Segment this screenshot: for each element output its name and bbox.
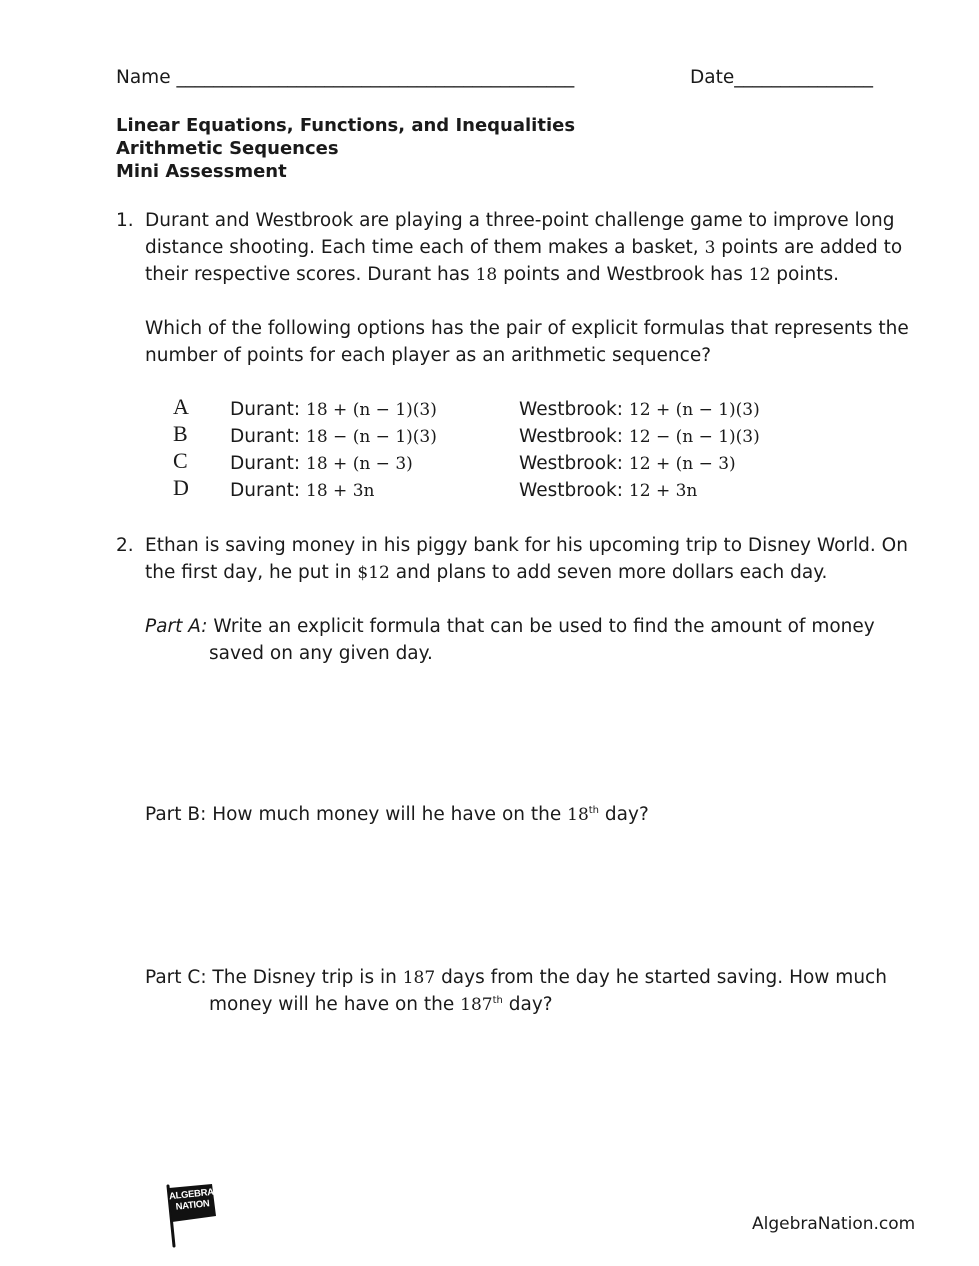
westbrook-formula: 12 − (n − 1)(3) bbox=[628, 427, 760, 447]
q1-text-line1: Durant and Westbrook are playing a three-point challenge game to improve long bbox=[145, 210, 895, 231]
durant-formula: 18 − (n − 1)(3) bbox=[306, 427, 437, 447]
part-a-answer-space[interactable] bbox=[145, 675, 905, 785]
name-blank[interactable]: ___________________________________________ bbox=[176, 67, 575, 88]
option-durant bbox=[230, 396, 437, 424]
option-d[interactable] bbox=[0, 475, 979, 502]
option-westbrook bbox=[519, 396, 760, 424]
q2-number: 2. bbox=[116, 535, 134, 556]
durant-label: Durant: bbox=[230, 453, 301, 474]
logo-line2: NATION bbox=[175, 1198, 211, 1213]
part-b-text-a: Part B: How much money will he have on the bbox=[145, 804, 562, 825]
westbrook-formula: 12 + (n − 3) bbox=[628, 454, 736, 474]
q1-number: 1. bbox=[116, 210, 134, 231]
part-a-line1: Write an explicit formula that can be used to find the amount of money bbox=[213, 616, 875, 637]
q2-initial-amount: $12 bbox=[357, 563, 390, 583]
q1-durant-points: 18 bbox=[475, 265, 498, 285]
part-c-line2-b: day? bbox=[508, 994, 553, 1015]
q2-part-c-line2 bbox=[209, 991, 553, 1019]
durant-formula: 18 + (n − 1)(3) bbox=[306, 400, 437, 420]
title-subtopic: Arithmetic Sequences bbox=[116, 138, 339, 159]
date-label: Date bbox=[690, 67, 735, 88]
part-b-ordinal: th bbox=[588, 805, 600, 816]
part-b-answer-space[interactable] bbox=[145, 835, 905, 955]
q1-text-line3-a: their respective scores. Durant has bbox=[145, 264, 470, 285]
durant-label: Durant: bbox=[230, 426, 301, 447]
q2-part-c bbox=[145, 964, 887, 992]
part-b-day: 18 bbox=[567, 805, 589, 825]
durant-label: Durant: bbox=[230, 399, 301, 420]
q1-westbrook-points: 12 bbox=[748, 265, 771, 285]
q2-text-line1: Ethan is saving money in his piggy bank for his upcoming trip to Disney World. On bbox=[145, 535, 908, 556]
option-westbrook bbox=[519, 477, 697, 505]
part-a-label: Part A: bbox=[145, 616, 208, 637]
q1-text-line3 bbox=[145, 261, 839, 289]
q2-part-b bbox=[145, 801, 649, 829]
part-c-day: 187 bbox=[460, 995, 493, 1015]
part-c-answer-space[interactable] bbox=[145, 1026, 905, 1146]
option-durant bbox=[230, 477, 374, 505]
option-a[interactable] bbox=[0, 394, 979, 421]
durant-formula: 18 + (n − 3) bbox=[306, 454, 413, 474]
option-westbrook bbox=[519, 423, 760, 451]
part-c-days: 187 bbox=[402, 968, 436, 988]
part-c-line1-a: Part C: The Disney trip is in bbox=[145, 967, 397, 988]
option-durant bbox=[230, 423, 437, 451]
q1-prompt-line1: Which of the following options has the pair of explicit formulas that represents the bbox=[145, 318, 909, 339]
part-c-line1-b: days from the day he started saving. How much bbox=[441, 967, 887, 988]
q2-part-a bbox=[145, 613, 875, 640]
name-label: Name bbox=[116, 67, 171, 88]
name-line bbox=[116, 64, 574, 91]
q1-prompt-line2: number of points for each player as an arithmetic sequence? bbox=[145, 345, 712, 366]
date-line bbox=[690, 64, 873, 91]
westbrook-formula: 12 + 3n bbox=[628, 481, 698, 501]
option-letter: D bbox=[173, 475, 189, 500]
option-letter: C bbox=[173, 448, 188, 473]
q2-text-line2 bbox=[145, 559, 827, 587]
title-topic: Linear Equations, Functions, and Inequalities bbox=[116, 115, 576, 136]
option-letter: B bbox=[173, 421, 188, 446]
westbrook-formula: 12 + (n − 1)(3) bbox=[628, 400, 760, 420]
q1-text-line2-a: distance shooting. Each time each of them makes a basket, bbox=[145, 237, 699, 258]
date-blank[interactable]: _______________ bbox=[734, 67, 873, 88]
algebra-nation-logo bbox=[160, 1182, 224, 1250]
q1-text-line3-b: points and Westbrook has bbox=[503, 264, 743, 285]
westbrook-label: Westbrook: bbox=[519, 399, 624, 420]
westbrook-label: Westbrook: bbox=[519, 480, 624, 501]
logo-line1: ALGEBRA bbox=[168, 1186, 215, 1203]
part-c-ordinal: th bbox=[492, 995, 503, 1006]
option-durant bbox=[230, 450, 413, 478]
part-c-line2-a: money will he have on the bbox=[209, 994, 455, 1015]
durant-label: Durant: bbox=[230, 480, 301, 501]
q2-text-line2-b: and plans to add seven more dollars each day. bbox=[395, 562, 828, 583]
part-a-line2: saved on any given day. bbox=[209, 643, 433, 664]
q1-points-value: 3 bbox=[704, 238, 716, 258]
option-b[interactable] bbox=[0, 421, 979, 448]
q1-text-line2-b: points are added to bbox=[721, 237, 903, 258]
q1-text-line3-c: points. bbox=[776, 264, 839, 285]
website-link[interactable]: AlgebraNation.com bbox=[752, 1214, 916, 1234]
q2-text-line2-a: the first day, he put in bbox=[145, 562, 352, 583]
durant-formula: 18 + 3n bbox=[306, 481, 375, 501]
option-letter: A bbox=[173, 394, 189, 419]
option-westbrook bbox=[519, 450, 736, 478]
q1-text-line2 bbox=[145, 234, 902, 262]
title-assessment: Mini Assessment bbox=[116, 161, 287, 182]
option-c[interactable] bbox=[0, 448, 979, 475]
westbrook-label: Westbrook: bbox=[519, 426, 624, 447]
westbrook-label: Westbrook: bbox=[519, 453, 624, 474]
part-b-text-b: day? bbox=[604, 804, 649, 825]
